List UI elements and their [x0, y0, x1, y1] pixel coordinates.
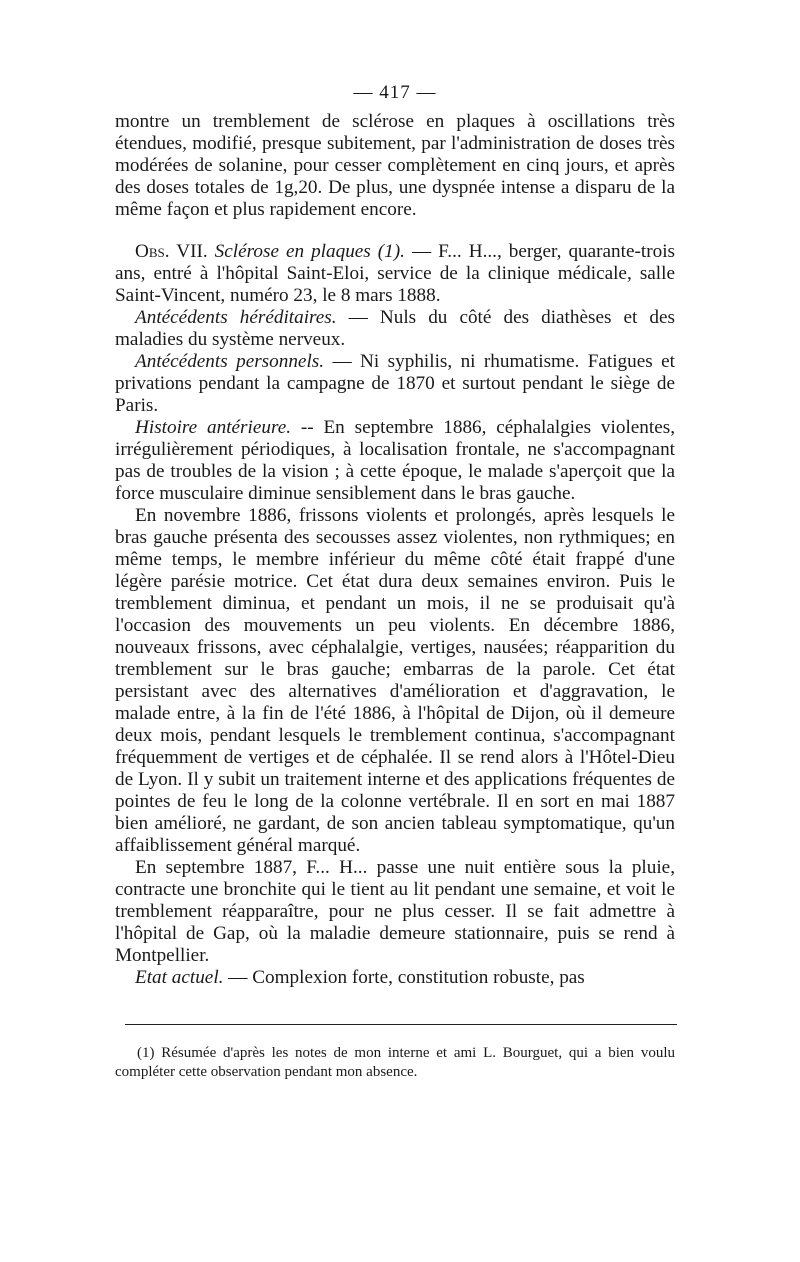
- paragraph-novembre-1886: En novembre 1886, frissons violents et prolongés, après lesquels le bras gauche présenta des secousses assez violentes, non rythmiques; en même temps, le membre inférieur du même côté était frappé d'une légère parésie motrice. Cet état dura deux semaines environ. Puis le tremblement diminua, et pendant un mois, il ne se produisait qu'à l'occasion des mouvements un peu violents. En décembre 1886, nouveaux frissons, avec céphalalgie, vertiges, nausées; réapparition du tremblement sur le bras gauche; embarras de la parole. Cet état persistant avec des alternatives d'amélioration et d'aggravation, le malade entre, à la fin de l'été 1886, à l'hôpital de Dijon, où il demeure deux mois, pendant lesquels le tremblement continua, s'accompagnant fréquemment de vertiges et de céphalée. Il se rend alors à l'Hôtel-Dieu de Lyon. Il y subit un traitement interne et des applications fréquentes de pointes de feu le long de la colonne vertébrale. Il en sort en mai 1887 bien amélioré, ne gardant, de son ancien tableau symptomatique, qu'un affaiblissement général marqué.: [115, 505, 675, 856]
- paragraph-observation: [115, 241, 675, 307]
- antecedents-personnels-label: Antécédents personnels.: [135, 351, 325, 372]
- footnote-rule: [125, 1024, 677, 1025]
- paragraph-intro: montre un tremblement de sclérose en plaques à oscillations très étendues, modifié, presque subitement, par l'administration de doses très modérées de solanine, pour cesser complètement en cinq jours, et après des doses totales de 1g,20. De plus, une dyspnée intense a disparu de la même façon et plus rapidement encore.: [115, 111, 675, 220]
- page-body: [115, 82, 675, 989]
- histoire-anterieure-label: Histoire antérieure.: [135, 417, 292, 438]
- section-gap: [115, 221, 675, 241]
- antecedents-hereditaires-text: — Nuls du côté des diathèses et des maladies du système nerveux.: [115, 307, 675, 350]
- etat-actuel-label: Etat actuel.: [135, 967, 224, 988]
- footnote-text: (1) Résumée d'après les notes de mon interne et ami L. Bourguet, qui a bien voulu compléter cette observation pendant mon absence.: [115, 1045, 675, 1080]
- observation-title: Sclérose en plaques (1).: [214, 241, 405, 262]
- observation-number: Obs. VII.: [135, 241, 208, 262]
- paragraph-antecedents-hereditaires: [115, 307, 675, 351]
- histoire-anterieure-text: -- En septembre 1886, céphalalgies violentes, irrégulièrement périodiques, à localisation frontale, ne s'accompagnant pas de troubles de la vision ; à cette époque, le malade s'aperçoit que la force musculaire diminue sensiblement dans le bras gauche.: [115, 417, 675, 504]
- antecedents-personnels-text: — Ni syphilis, ni rhumatisme. Fatigues et privations pendant la campagne de 1870 et surtout pendant le siège de Paris.: [115, 351, 675, 416]
- paragraph-antecedents-personnels: [115, 351, 675, 417]
- page-number: — 417 —: [353, 82, 437, 103]
- observation-text: — F... H..., berger, quarante-trois ans, entré à l'hôpital Saint-Eloi, service de la clinique médicale, salle Saint-Vincent, numéro 23, le 8 mars 1888.: [115, 241, 676, 306]
- footnote: [115, 1044, 675, 1082]
- antecedents-hereditaires-label: Antécédents héréditaires.: [135, 307, 337, 328]
- paragraph-septembre-1887: En septembre 1887, F... H... passe une nuit entière sous la pluie, contracte une bronchite qui le tient au lit pendant une semaine, et voit le tremblement réapparaître, pour ne plus cesser. Il se fait admettre à l'hôpital de Gap, où la maladie demeure stationnaire, puis se rend à Montpellier.: [115, 857, 675, 966]
- paragraph-histoire-anterieure: [115, 417, 675, 505]
- paragraph-etat-actuel: [115, 967, 675, 989]
- etat-actuel-text: — Complexion forte, constitution robuste, pas: [223, 967, 585, 988]
